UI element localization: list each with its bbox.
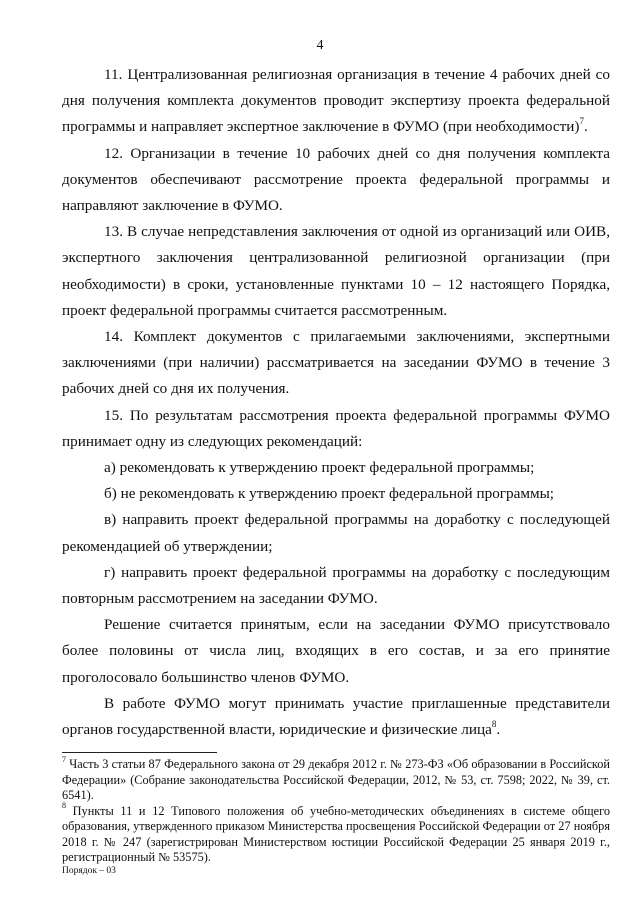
paragraph-15: 15. По результатам рассмотрения проекта федеральной программы ФУМО принимает одну из следующих рекомендаций:: [62, 406, 610, 450]
decision-paragraph: Решение считается принятым, если на заседании ФУМО присутствовало более половины от числа лиц, входящих в его состав, и за его принятие проголосовало большинство членов ФУМО.: [62, 616, 610, 686]
footnotes: [62, 754, 610, 866]
page-number: 4: [316, 38, 324, 53]
paragraph-14: 14. Комплект документов с прилагаемыми заключениями, экспертными заключениями (при наличии) рассматривается на заседании ФУМО в течение 3 рабочих дней со дня их получения.: [62, 328, 610, 398]
list-item-b: б) не рекомендовать к утверждению проект федеральной программы;: [104, 485, 555, 503]
document-code: Порядок – 03: [62, 866, 116, 876]
footnote-ref-8[interactable]: 8: [491, 719, 497, 730]
document-body: [62, 62, 610, 743]
paragraph-13: 13. В случае непредставления заключения от одной из организаций или ОИВ, экспертного заключения централизованной религиозной организации (при необходимости) в сроки, установленные пунктами 10 – 12 настоящего Порядка, проект федеральной программы считается рассмотренным.: [62, 223, 610, 319]
footnote-7: $^7$ Часть 3 статьи 87 Федерального закона от 29 декабря 2012 г. № 273-ФЗ «Об образовании в Российской Федерации» (Собрание законодательства Российской Федерации, 2012, № 53, ст. 7598; 2022, № 39, ст. 6541).: [62, 754, 610, 802]
paragraph-12: 12. Организации в течение 10 рабочих дней со дня получения комплекта документов обеспечивают рассмотрение проекта федеральной программы и направляют заключение в ФУМО.: [62, 144, 610, 215]
paragraph-11: 11. Централизованная религиозная организация в течение 4 рабочих дней со дня получения комплекта документов проводит экспертизу проекта федеральной программы и направляет экспертное заключение в ФУМО (при необходимости)$^7$.: [62, 66, 610, 136]
footnote-separator: [62, 752, 217, 753]
list-item-a: а) рекомендовать к утверждению проект федеральной программы;: [104, 459, 535, 477]
footnote-8: $^8$ Пункты 11 и 12 Типового положения об учебно-методических объединениях в системе общего образования, утвержденного приказом Министерства просвещения Российской Федерации от 27 ноября 2018 г. № 247 (зарегистрирован Министерством юстиции Российской Федерации 25 января 2019 г., регистрационный № 53575).: [62, 801, 610, 864]
list-item-v: в) направить проект федеральной программы на доработку с последующей рекомендацией об утверждении;: [62, 511, 610, 555]
footnote-ref-7[interactable]: 7: [579, 116, 584, 127]
participants-paragraph: В работе ФУМО могут принимать участие приглашенные представители органов государственной власти, юридические и физические лица$^8$.: [62, 694, 610, 739]
list-item-g: г) направить проект федеральной программы на доработку с последующим повторным рассмотрением на заседании ФУМО.: [62, 563, 610, 608]
